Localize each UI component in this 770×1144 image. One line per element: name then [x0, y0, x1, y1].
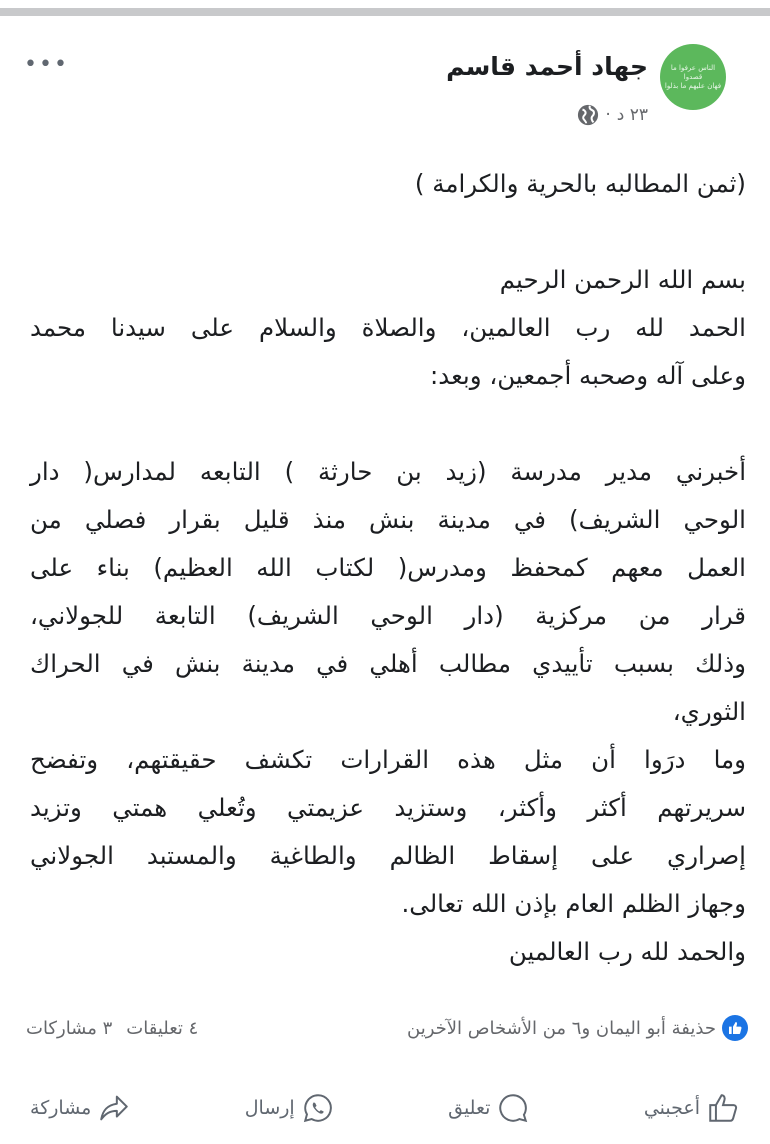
- post-line: وجهاز الظلم العام بإذن الله تعالى.: [401, 889, 746, 918]
- post-line: الثوري،: [672, 697, 746, 726]
- shares-count[interactable]: ٣ مشاركات: [26, 1017, 113, 1039]
- like-reaction-icon: [722, 1015, 748, 1041]
- post-line: العمل معهم كمحفظ ومدرس( لكتاب الله العظيم) بناء على: [30, 553, 746, 582]
- comment-button[interactable]: [448, 1091, 530, 1125]
- avatar-text-1: الناس عرفوا ما: [670, 63, 716, 72]
- post-line: الحمد لله رب العالمين، والصلاة والسلام على سيدنا محمد: [30, 313, 746, 342]
- post-time[interactable]: ٢٣ د: [616, 105, 648, 125]
- author-name[interactable]: جهاد أحمد قاسم: [446, 52, 648, 81]
- post-title-line: (ثمن المطالبه بالحرية والكرامة ): [414, 169, 746, 198]
- share-icon: [97, 1091, 131, 1125]
- post-line: بسم الله الرحمن الرحيم: [499, 265, 746, 294]
- post-line: قرار من مركزية (دار الوحي الشريف) التابعة للجولاني،: [30, 601, 746, 630]
- share-label: مشاركة: [30, 1097, 92, 1119]
- comment-label: تعليق: [448, 1097, 491, 1119]
- post-line: وعلى آله وصحبه أجمعين، وبعد:: [430, 361, 746, 390]
- post-body: [30, 160, 746, 976]
- action-bar: [30, 1086, 740, 1130]
- whatsapp-icon: [301, 1091, 335, 1125]
- separator: ·: [605, 105, 611, 125]
- send-button[interactable]: [245, 1091, 335, 1125]
- share-button[interactable]: [30, 1091, 131, 1125]
- top-divider: [0, 8, 770, 16]
- post-line: سريرتهم أكثر وأكثر، وستزيد عزيمتي وتُعلي همتي وتزيد: [30, 793, 746, 822]
- post-line: أخبرني مدير مدرسة (زيد بن حارثة ) التابعه لمدارس( دار: [30, 457, 746, 486]
- globe-icon: [577, 104, 599, 126]
- comment-icon: [496, 1091, 530, 1125]
- avatar-text-2: قصدوا: [683, 72, 703, 81]
- send-label: إرسال: [244, 1097, 295, 1119]
- comments-count[interactable]: ٤ تعليقات: [126, 1017, 199, 1039]
- like-button[interactable]: [644, 1091, 740, 1125]
- post-line: وذلك بسبب تأييدي مطالب أهلي في مدينة بنش في الحراك: [30, 649, 746, 678]
- like-label: أعجبني: [643, 1097, 700, 1119]
- post-line: والحمد لله رب العالمين: [508, 937, 746, 966]
- post-meta: [577, 104, 648, 126]
- post-line: وما درَوا أن مثل هذه القرارات تكشف حقيقتهم، وتفضح: [30, 745, 746, 774]
- post-stats: [26, 1010, 748, 1046]
- avatar[interactable]: [660, 44, 726, 110]
- reactions-summary[interactable]: حذيفة أبو اليمان و٦ من الأشخاص الآخرين: [407, 1017, 716, 1039]
- thumbs-up-icon: [706, 1091, 740, 1125]
- avatar-text-3: فهان عليهم ما بذلوا: [664, 81, 722, 90]
- post-line: إصراري على إسقاط الظالم والطاغية والمستبد الجولاني: [30, 841, 746, 870]
- post-line: الوحي الشريف) في مدينة بنش منذ قليل بقرار فصلي من: [30, 505, 746, 534]
- more-options-button[interactable]: •••: [24, 52, 69, 77]
